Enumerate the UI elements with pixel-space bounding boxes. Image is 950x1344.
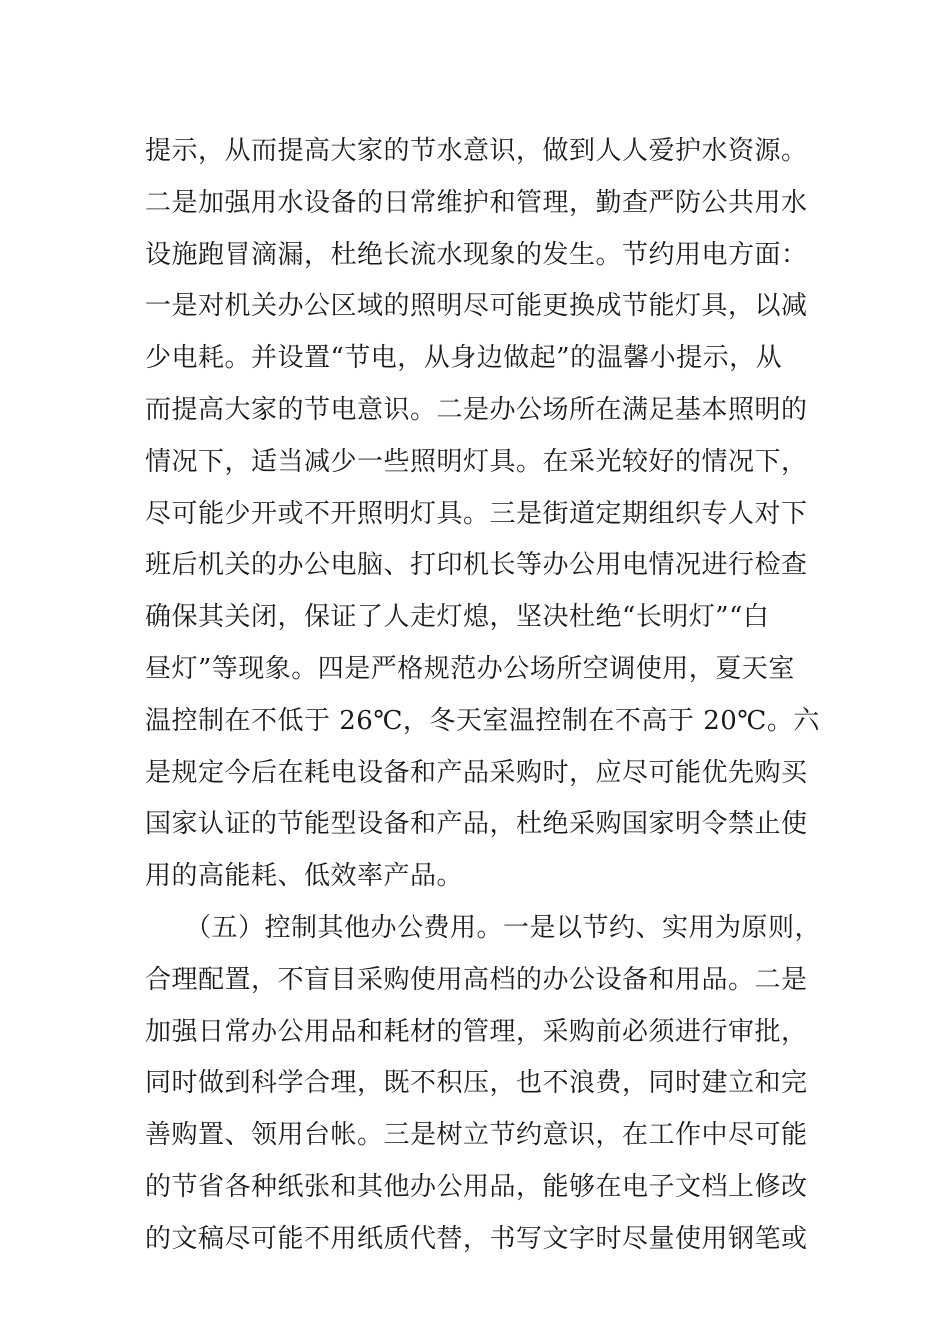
body-text: [145, 130, 825, 1270]
text-line: 同时做到科学合理，既不积压，也不浪费，同时建立和完: [145, 1068, 808, 1099]
text-line: 国家认证的节能型设备和产品，杜绝采购国家明令禁止使: [145, 809, 808, 840]
text-line: 善购置、领用台帐。三是树立节约意识，在工作中尽可能: [145, 1120, 808, 1151]
text-line: 的文稿尽可能不用纸质代替，书写文字时尽量使用钢笔或: [145, 1223, 808, 1254]
text-line: 昼灯”等现象。四是严格规范办公场所空调使用，夏天室: [145, 653, 795, 684]
text-line: 设施跑冒滴漏，杜绝长流水现象的发生。节约用电方面：: [145, 239, 808, 270]
text-line: （五）控制其他办公费用。一是以节约、实用为原则，: [145, 912, 822, 943]
text-line: 是规定今后在耗电设备和产品采购时，应尽可能优先购买: [145, 757, 808, 788]
text-line: 提示，从而提高大家的节水意识，做到人人爱护水资源。: [145, 136, 808, 166]
text-line: 合理配置，不盲目采购使用高档的办公设备和用品。二是: [145, 964, 808, 995]
text-line: 确保其关闭，保证了人走灯熄，坚决杜绝“长明灯”“白: [145, 602, 770, 633]
text-line: 少电耗。并设置“节电，从身边做起”的温馨小提示，从: [145, 343, 783, 374]
text-line: 用的高能耗、低效率产品。: [145, 861, 464, 892]
text-line: 温控制在不低于 26℃，冬天室温控制在不高于 20℃。六: [145, 705, 820, 736]
text-line: 而提高大家的节电意识。二是办公场所在满足基本照明的: [145, 394, 808, 425]
text-line: 班后机关的办公电脑、打印机长等办公用电情况进行检查: [145, 550, 808, 581]
text-line: 的节省各种纸张和其他办公用品，能够在电子文档上修改: [145, 1171, 808, 1202]
text-line: 一是对机关办公区域的照明尽可能更换成节能灯具，以减: [145, 291, 808, 322]
text-line: 尽可能少开或不开照明灯具。三是街道定期组织专人对下: [145, 498, 808, 529]
text-line: 情况下，适当减少一些照明灯具。在采光较好的情况下，: [145, 446, 808, 477]
text-line: 二是加强用水设备的日常维护和管理，勤查严防公共用水: [145, 187, 808, 218]
text-line: 加强日常办公用品和耗材的管理，采购前必须进行审批，: [145, 1016, 808, 1047]
